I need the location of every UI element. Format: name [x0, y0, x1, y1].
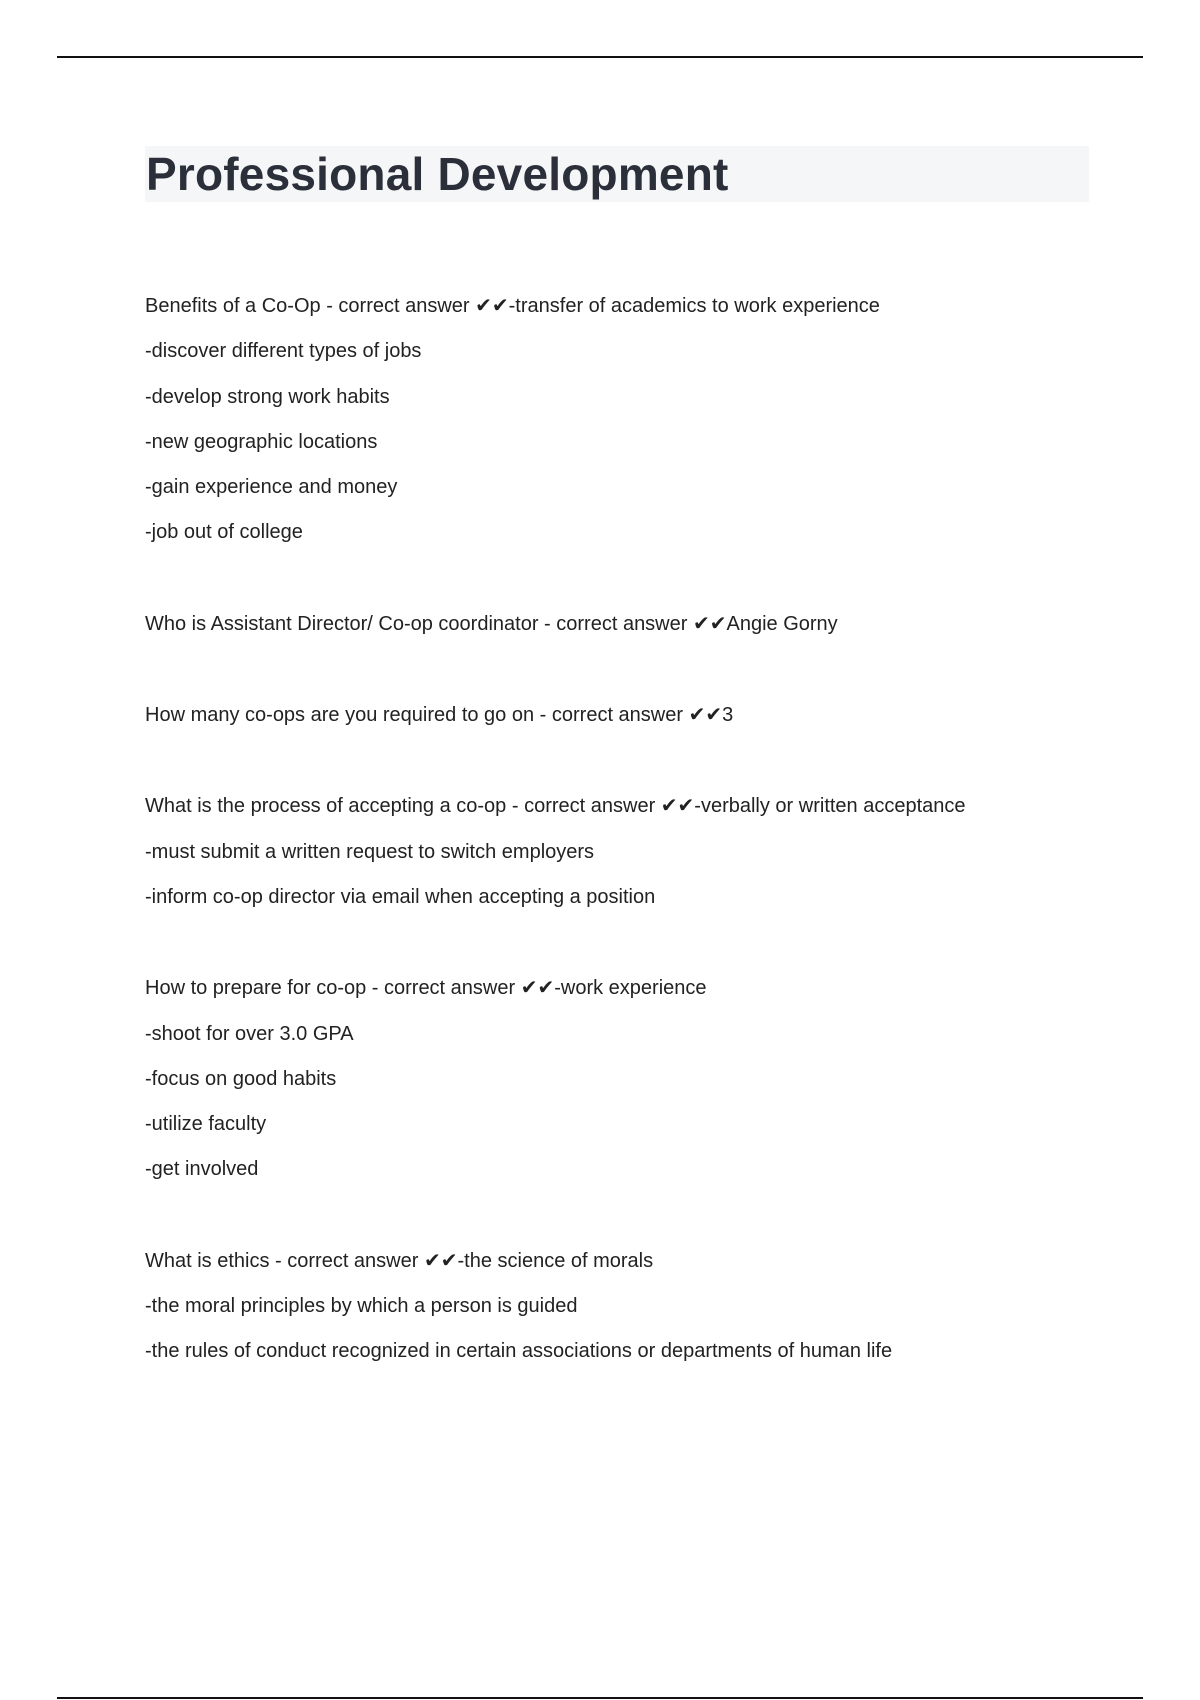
qa-question: What is ethics - correct answer ✔✔-the science of morals [145, 1249, 654, 1272]
qa-question: Who is Assistant Director/ Co-op coordinator - correct answer ✔✔Angie Gorny [145, 612, 838, 635]
qa-answer-line: -develop strong work habits [145, 385, 390, 408]
qa-answer-line: -job out of college [145, 521, 303, 544]
qa-block [145, 288, 1105, 560]
qa-answer-line: -focus on good habits [145, 1067, 337, 1090]
document-body [145, 288, 1105, 1425]
qa-block [145, 970, 1105, 1196]
qa-question: How to prepare for co-op - correct answer ✔✔-work experience [145, 977, 707, 1000]
page-title: Professional Development [146, 148, 729, 200]
qa-answer-line: -shoot for over 3.0 GPA [145, 1022, 354, 1045]
qa-question: Benefits of a Co-Op - correct answer ✔✔-transfer of academics to work experience [145, 295, 880, 317]
qa-answer-line: -new geographic locations [145, 430, 378, 453]
qa-block [145, 1243, 1105, 1379]
qa-answer-line: -gain experience and money [145, 476, 398, 499]
qa-block [145, 697, 1105, 742]
qa-answer-line: -utilize faculty [145, 1113, 267, 1136]
qa-question: How many co-ops are you required to go on - correct answer ✔✔3 [145, 704, 734, 727]
qa-answer-line: -the rules of conduct recognized in certain associations or departments of human life [145, 1340, 893, 1363]
qa-question: What is the process of accepting a co-op - correct answer ✔✔-verbally or written acceptance [145, 795, 966, 818]
qa-block [145, 606, 1105, 651]
qa-answer-line: -must submit a written request to switch employers [145, 840, 595, 863]
top-rule [57, 56, 1143, 58]
qa-answer-line: -inform co-op director via email when accepting a position [145, 885, 656, 908]
qa-answer-line: -the moral principles by which a person is guided [145, 1295, 578, 1318]
qa-block [145, 788, 1105, 924]
qa-answer-line: -get involved [145, 1158, 259, 1181]
qa-answer-line: -discover different types of jobs [145, 340, 422, 363]
bottom-rule [57, 1697, 1143, 1699]
